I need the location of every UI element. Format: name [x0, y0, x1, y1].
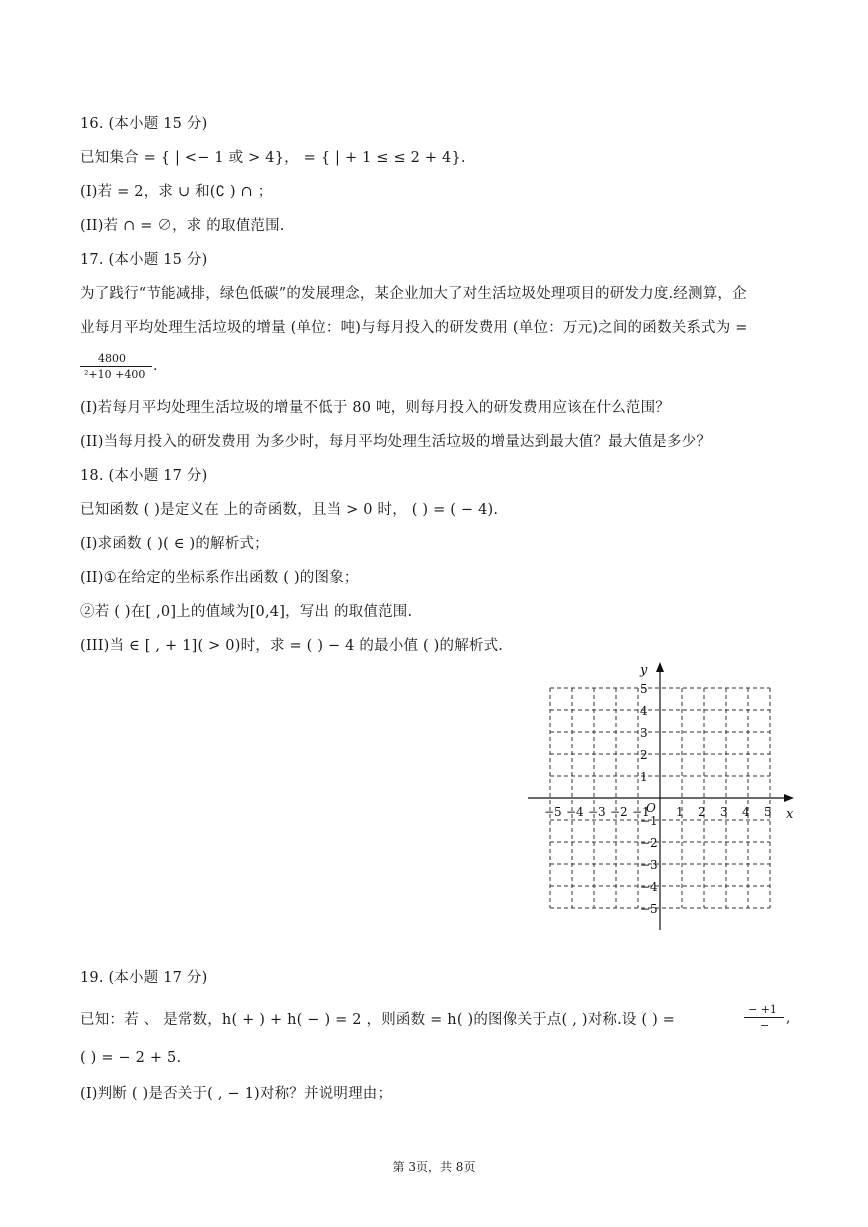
q19-fraction-bar [744, 1017, 784, 1018]
q18-line-2: (I)求函数 ( )( ∈ )的解析式； [80, 536, 269, 552]
q17-line-1: 为了践行“节能减排，绿色低碳”的发展理念，某企业加大了对生活垃圾处理项目的研发力度.经测算，企 [80, 286, 747, 302]
page-footer: 第 3页，共 8页 [392, 1160, 476, 1174]
x-tick-label: −2 [610, 805, 628, 819]
y-tick-label: −1 [640, 814, 658, 828]
y-tick-label: 5 [640, 682, 648, 696]
y-axis-label: y [640, 663, 648, 678]
q17-fraction-denominator: ²+10 +400 [84, 368, 146, 381]
y-tick-label: 2 [640, 748, 648, 762]
y-tick-label: 3 [640, 726, 648, 740]
y-tick-label: −2 [640, 836, 658, 850]
y-tick-label: 4 [640, 704, 648, 718]
q18-line-3: (II)①在给定的坐标系作出函数 ( )的图象； [80, 570, 359, 586]
x-axis-label: x [786, 807, 794, 822]
x-tick-label: 4 [742, 805, 750, 819]
x-tick-label: −4 [566, 805, 584, 819]
x-tick-label: 2 [698, 805, 706, 819]
q18-line-4: ②若 ( )在[ ,0]上的值域为[0,4]，写出 的取值范围. [80, 604, 413, 620]
q17-fraction-tail: . [153, 358, 158, 374]
q17-heading: 17. (本小题 15 分) [80, 252, 208, 268]
y-tick-label: −5 [640, 902, 658, 916]
q18-heading: 18. (本小题 17 分) [80, 468, 208, 484]
x-tick-label: 5 [764, 805, 772, 819]
q18-line-1: 已知函数 ( )是定义在 上的奇函数，且当 > 0 时， ( ) = ( − 4). [80, 502, 499, 518]
x-tick-label: −3 [588, 805, 606, 819]
q17-fraction-numerator: 4800 [98, 352, 126, 365]
q16-line-1: 已知集合 = { | <− 1 或 > 4}， = { | + 1 ≤ ≤ 2 + 4}. [80, 150, 466, 166]
x-tick-label: 1 [676, 805, 684, 819]
q16-heading: 16. (本小题 15 分) [80, 116, 208, 132]
q17-line-2: 业每月平均处理生活垃圾的增量 (单位：吨)与每月投入的研发费用 (单位：万元)之间的函数关系式为 = [80, 320, 748, 336]
q19-fraction-tail: , [786, 1010, 791, 1026]
q16-line-2: (I)若 = 2，求 ∪ 和(∁ ) ∩ ； [80, 184, 273, 200]
coordinate-grid [520, 658, 800, 933]
q17-line-4: (II)当每月投入的研发费用 为多少时，每月平均处理生活垃圾的增量达到最大值？最大值是多少？ [80, 434, 712, 450]
q17-fraction-bar [80, 366, 152, 367]
q19-heading: 19. (本小题 17 分) [80, 970, 208, 986]
y-tick-label: 1 [640, 770, 648, 784]
y-axis-arrow [656, 662, 664, 672]
q19-line-3: (I)判断 ( )是否关于( , − 1)对称？并说明理由； [80, 1086, 393, 1102]
x-tick-label: −1 [632, 805, 650, 819]
q19-fraction-numerator: − +1 [748, 1003, 777, 1016]
q19-line-1: 已知：若 、 是常数，h( + ) + h( − ) = 2 ，则函数 = h( )的图像关于点( , )对称.设 ( ) = [80, 1012, 676, 1028]
q19-fraction-denominator: − [760, 1019, 770, 1032]
y-tick-label: −3 [640, 858, 658, 872]
q19-line-2: ( ) = − 2 + 5. [80, 1050, 182, 1066]
q17-line-3: (I)若每月平均处理生活垃圾的增量不低于 80 吨，则每月投入的研发费用应该在什么范围？ [80, 400, 671, 416]
origin-label: O [646, 801, 656, 815]
q18-line-5: (III)当 ∈ [ , + 1]( > 0)时，求 = ( ) − 4 的最小值 ( )的解析式. [80, 638, 504, 654]
coordinate-grid-figure [520, 658, 800, 933]
y-tick-label: −4 [640, 880, 658, 894]
x-tick-label: 3 [720, 805, 728, 819]
q16-line-3: (II)若 ∩ = ∅，求 的取值范围. [80, 218, 285, 234]
x-axis-arrow [784, 794, 794, 802]
x-tick-label: −5 [544, 805, 562, 819]
